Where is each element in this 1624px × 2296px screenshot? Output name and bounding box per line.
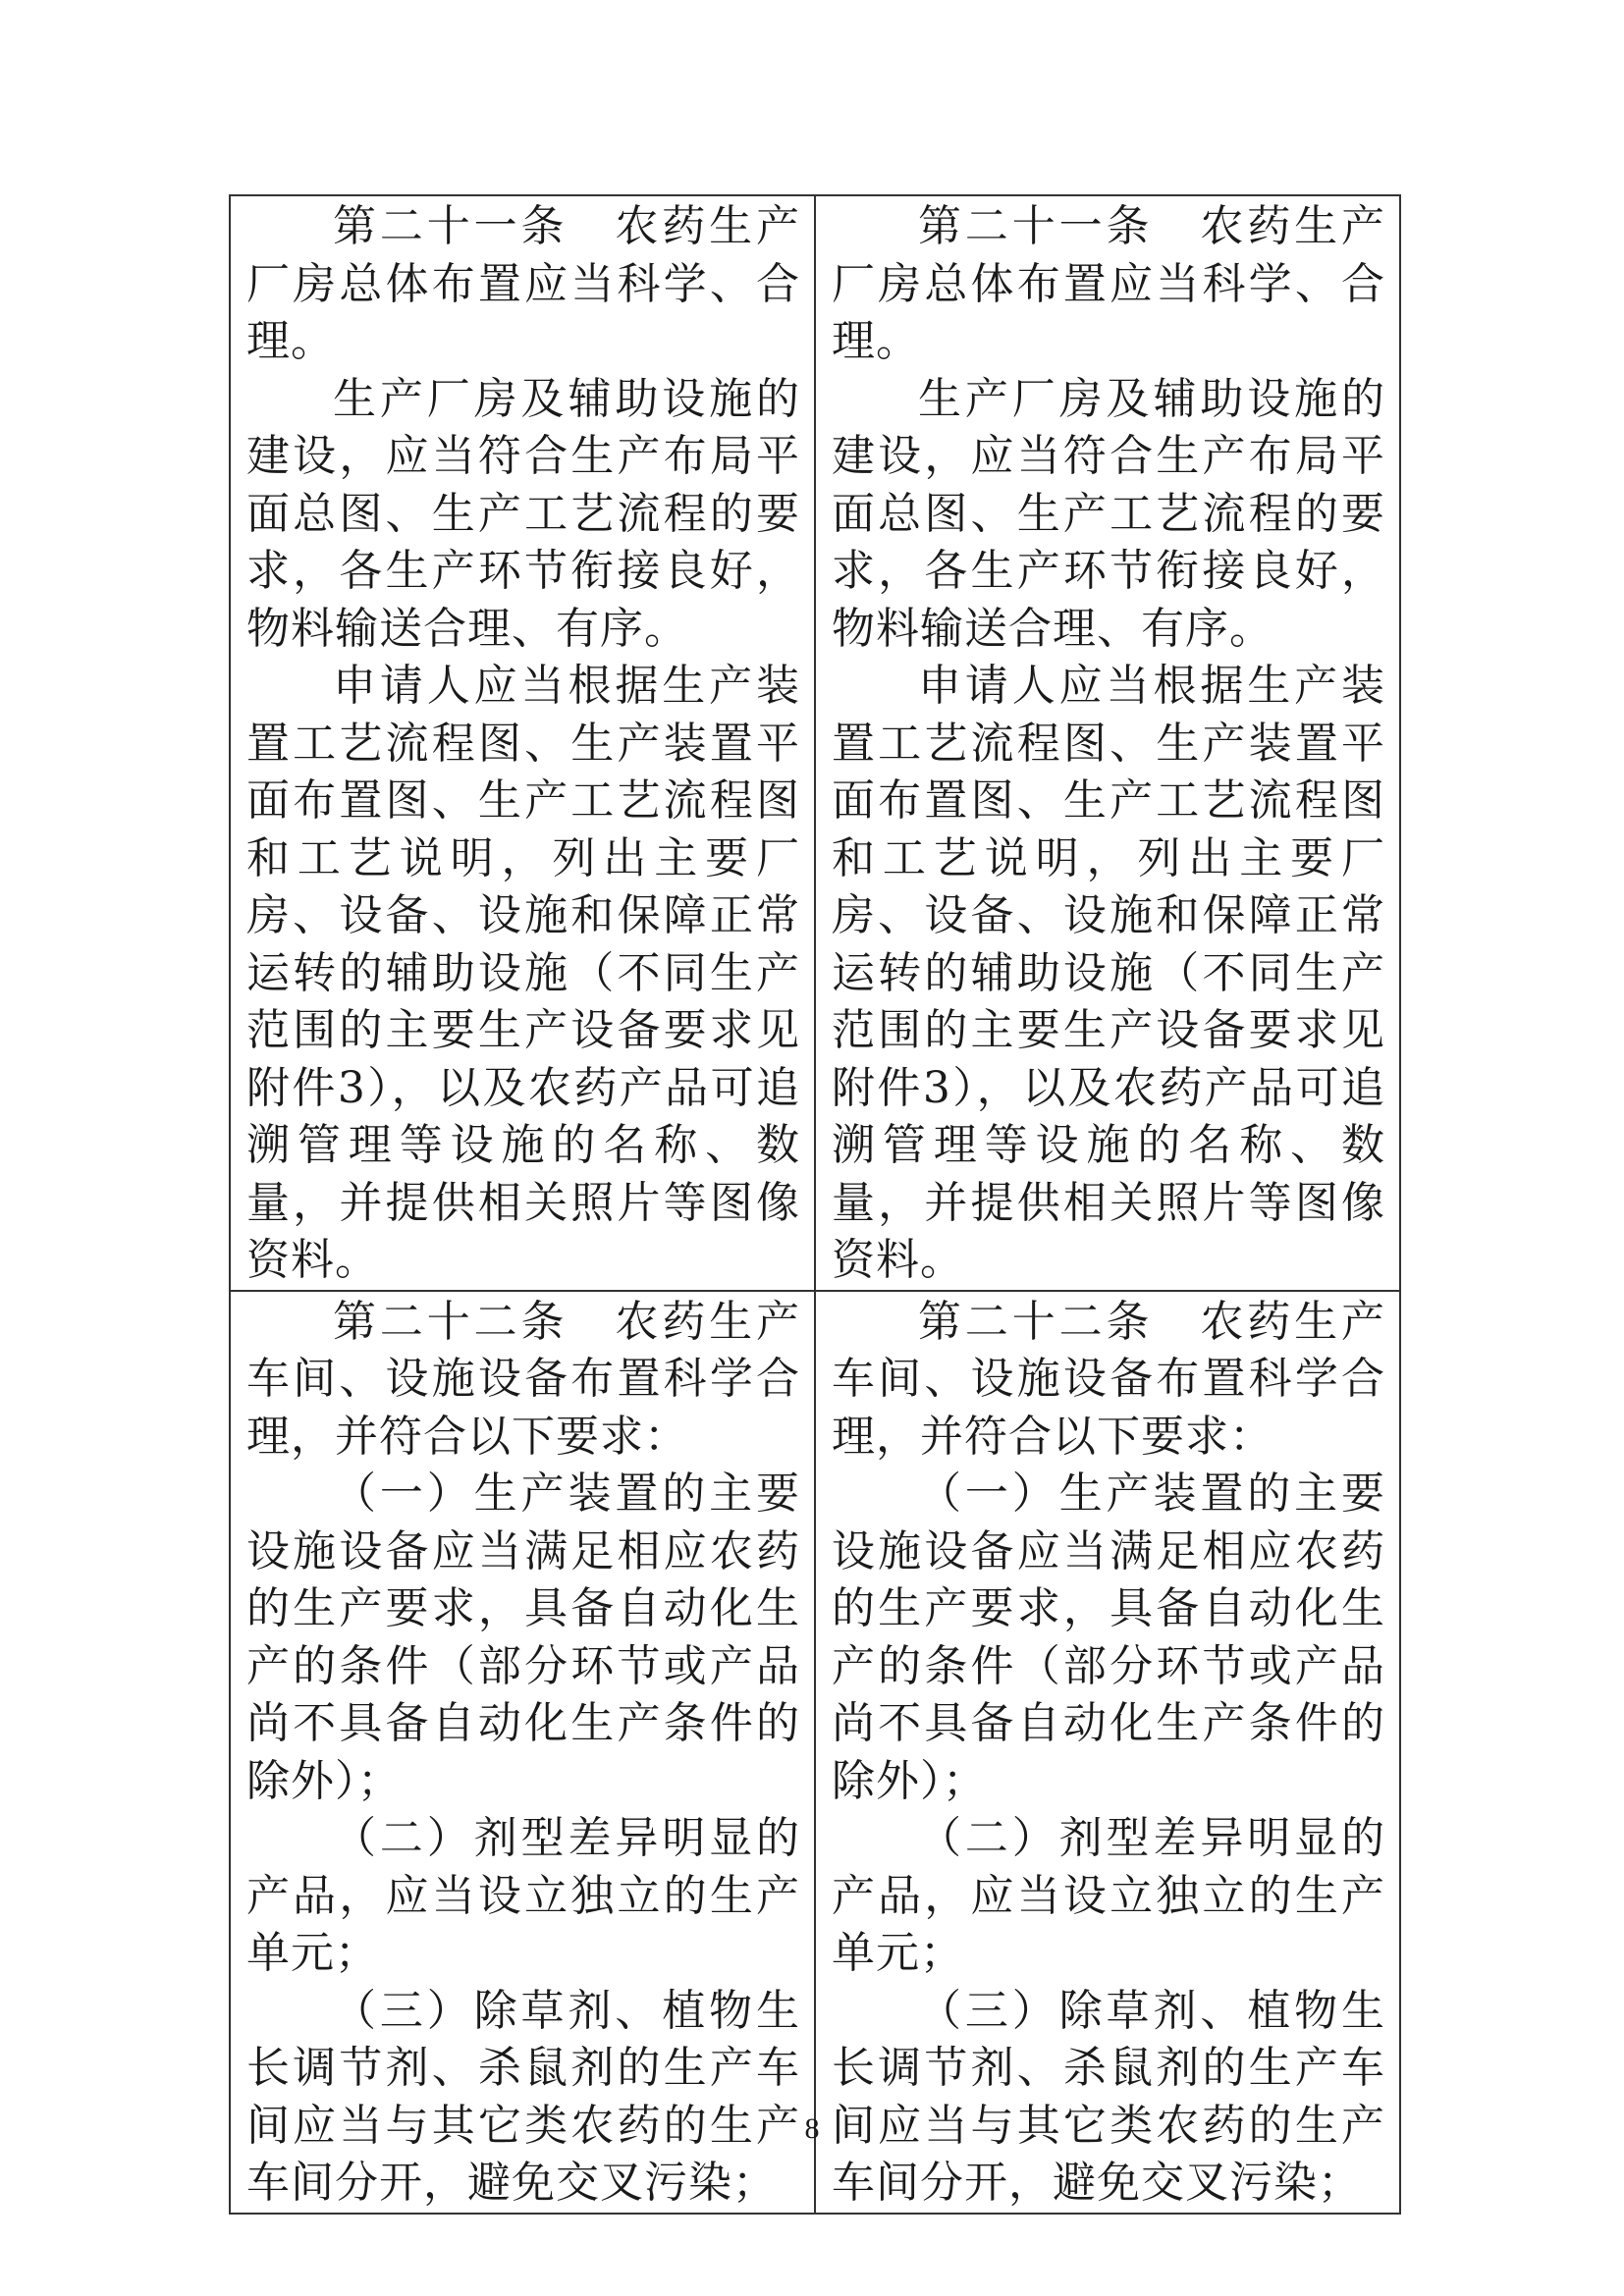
paragraph: （一）生产装置的主要设施设备应当满足相应农药的生产要求，具备自动化生产的条件（部分环节或产品尚不具备自动化生产条件的除外）； <box>832 1468 1385 1806</box>
paragraph: 生产厂房及辅助设施的建设，应当符合生产布局平面总图、生产工艺流程的要求，各生产环节衔接良好，物料输送合理、有序。 <box>246 373 800 654</box>
paragraph: （二）剂型差异明显的产品，应当设立独立的生产单元； <box>832 1813 1385 1978</box>
paragraph: 申请人应当根据生产装置工艺流程图、生产装置平面布置图、生产工艺流程图和工艺说明，列出主要厂房、设备、设施和保障正常运转的辅助设施（不同生产范围的主要生产设备要求见附件3），以及农药产品可追溯管理等设施的名称、数量，并提供相关照片等图像资料。 <box>246 661 800 1285</box>
paragraph: （一）生产装置的主要设施设备应当满足相应农药的生产要求，具备自动化生产的条件（部分环节或产品尚不具备自动化生产条件的除外）； <box>246 1468 800 1806</box>
right-cell-article-21 <box>815 195 1400 1291</box>
left-cell-article-21 <box>230 195 815 1291</box>
paragraph: 第二十一条 农药生产厂房总体布置应当科学、合理。 <box>246 201 800 366</box>
page-number: 8 <box>804 2112 820 2145</box>
paragraph: （三）除草剂、植物生长调节剂、杀鼠剂的生产车间应当与其它类农药的生产车间分开，避免交叉污染； <box>832 1985 1385 2208</box>
paragraph: 第二十一条 农药生产厂房总体布置应当科学、合理。 <box>832 201 1385 366</box>
paragraph: 生产厂房及辅助设施的建设，应当符合生产布局平面总图、生产工艺流程的要求，各生产环节衔接良好，物料输送合理、有序。 <box>832 373 1385 654</box>
paragraph: （三）除草剂、植物生长调节剂、杀鼠剂的生产车间应当与其它类农药的生产车间分开，避免交叉污染； <box>246 1985 800 2208</box>
paragraph: 第二十二条 农药生产车间、设施设备布置科学合理，并符合以下要求： <box>832 1296 1385 1462</box>
paragraph: （二）剂型差异明显的产品，应当设立独立的生产单元； <box>246 1813 800 1978</box>
left-cell-article-22 <box>230 1291 815 2214</box>
right-cell-article-22 <box>815 1291 1400 2214</box>
paragraph: 申请人应当根据生产装置工艺流程图、生产装置平面布置图、生产工艺流程图和工艺说明，列出主要厂房、设备、设施和保障正常运转的辅助设施（不同生产范围的主要生产设备要求见附件3），以及农药产品可追溯管理等设施的名称、数量，并提供相关照片等图像资料。 <box>832 661 1385 1285</box>
table-row <box>230 195 1400 1291</box>
comparison-table <box>229 194 1401 2215</box>
paragraph: 第二十二条 农药生产车间、设施设备布置科学合理，并符合以下要求： <box>246 1296 800 1462</box>
table-row <box>230 1291 1400 2214</box>
